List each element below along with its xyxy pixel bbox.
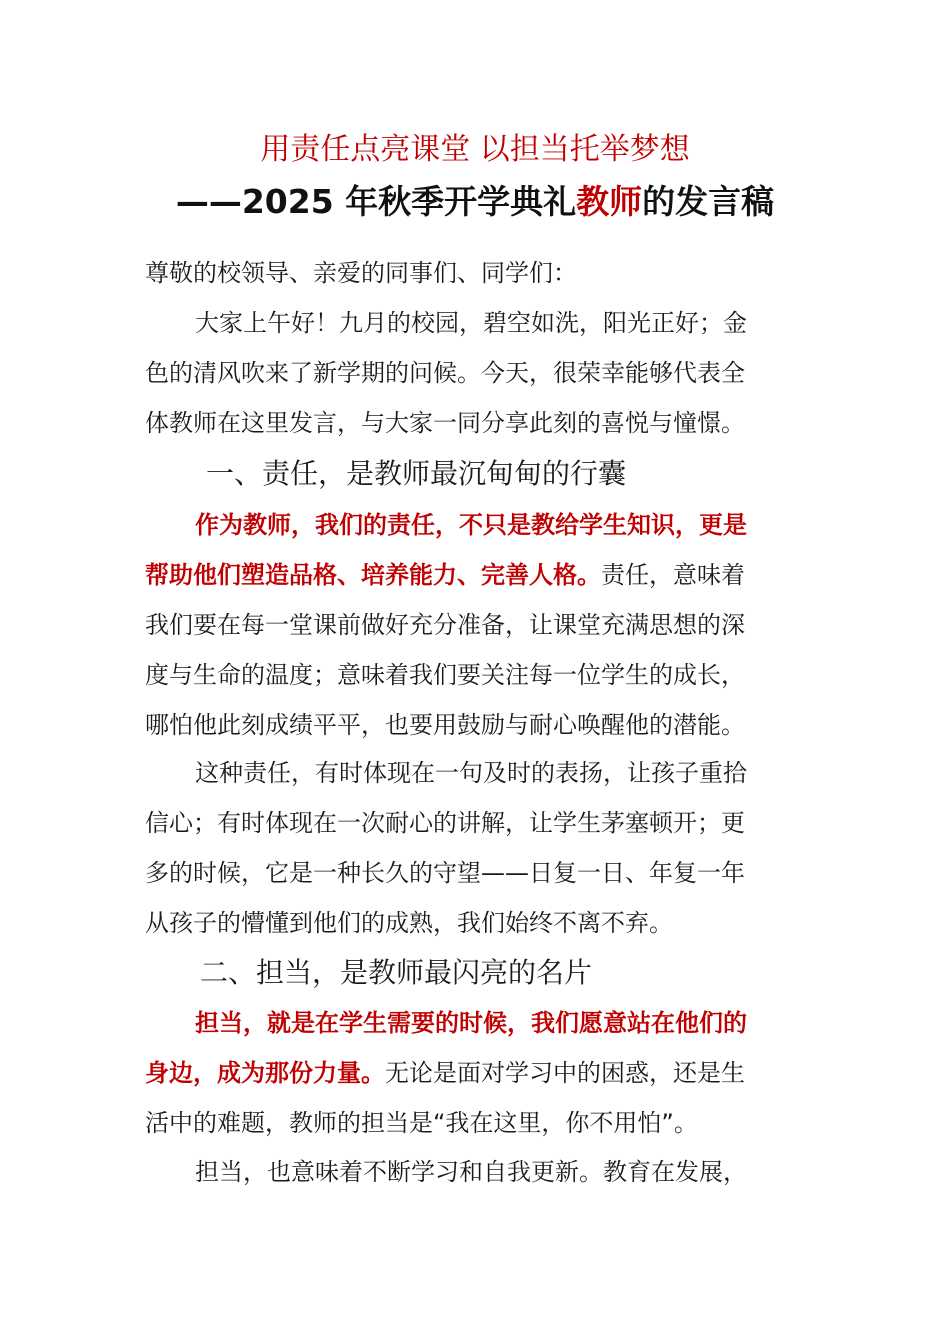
section-1-line-3: 我们要在每一堂课前做好充分准备，让课堂充满思想的深 bbox=[145, 611, 745, 639]
section-2-p2-line-1: 担当，也意味着不断学习和自我更新。教育在发展， bbox=[195, 1158, 747, 1186]
section-2-paragraph-2 bbox=[145, 1147, 807, 1197]
section-1-line-4: 度与生命的温度；意味着我们要关注每一位学生的成长， bbox=[145, 661, 745, 689]
section-1-heading: 一、责任，是教师最沉甸甸的行囊 bbox=[206, 457, 627, 490]
greeting-paragraph bbox=[145, 248, 807, 298]
section-1-p2-line-2: 信心；有时体现在一次耐心的讲解，让学生茅塞顿开；更 bbox=[145, 809, 745, 837]
section-1-emphasis-line-1: 作为教师，我们的责任，不只是教给学生知识，更是 bbox=[195, 511, 747, 539]
section-1-p2-line-4: 从孩子的懵懂到他们的成熟，我们始终不离不弃。 bbox=[145, 909, 673, 937]
document-title: 用责任点亮课堂 以担当托举梦想 bbox=[260, 132, 690, 167]
section-2-emphasis-line-2: 身边，成为那份力量。 bbox=[145, 1059, 385, 1087]
subtitle-highlight: 教师 bbox=[576, 182, 643, 221]
section-1-p2-line-3: 多的时候，它是一种长久的守望——日复一日、年复一年 bbox=[145, 859, 745, 887]
section-2-emphasis-line-1: 担当，就是在学生需要的时候，我们愿意站在他们的 bbox=[195, 1009, 747, 1037]
section-2-line-3: 活中的难题，教师的担当是“我在这里，你不用怕”。 bbox=[145, 1109, 698, 1137]
section-2-heading: 二、担当，是教师最闪亮的名片 bbox=[200, 956, 593, 989]
greeting-line: 尊敬的校领导、亲爱的同事们、同学们： bbox=[145, 259, 577, 287]
document-subtitle bbox=[0, 178, 950, 226]
section-2-paragraph-1 bbox=[145, 998, 807, 1148]
section-1-paragraph-1 bbox=[145, 500, 807, 750]
section-1-p2-line-1: 这种责任，有时体现在一句及时的表扬，让孩子重拾 bbox=[195, 759, 747, 787]
section-1-line-5: 哪怕他此刻成绩平平，也要用鼓励与耐心唤醒他的潜能。 bbox=[145, 711, 745, 739]
section-1-emphasis-line-2: 帮助他们塑造品格、培养能力、完善人格。 bbox=[145, 561, 601, 589]
intro-line-3: 体教师在这里发言，与大家一同分享此刻的喜悦与憧憬。 bbox=[145, 409, 745, 437]
intro-line-1: 大家上午好！九月的校园，碧空如洗，阳光正好；金 bbox=[195, 309, 747, 337]
section-2-line-2 bbox=[145, 1048, 807, 1098]
intro-line-2: 色的清风吹来了新学期的问候。今天，很荣幸能够代表全 bbox=[145, 359, 745, 387]
subtitle-suffix: 的发言稿 bbox=[642, 182, 775, 221]
section-2-line-2-rest: 无论是面对学习中的困惑，还是生 bbox=[385, 1059, 745, 1087]
section-1-line-2 bbox=[145, 550, 807, 600]
section-1-line-2-rest: 责任，意味着 bbox=[601, 561, 745, 589]
subtitle-prefix: ——2025 年秋季开学典礼 bbox=[175, 182, 577, 221]
section-1-paragraph-2 bbox=[145, 748, 807, 948]
intro-paragraph bbox=[145, 298, 807, 448]
